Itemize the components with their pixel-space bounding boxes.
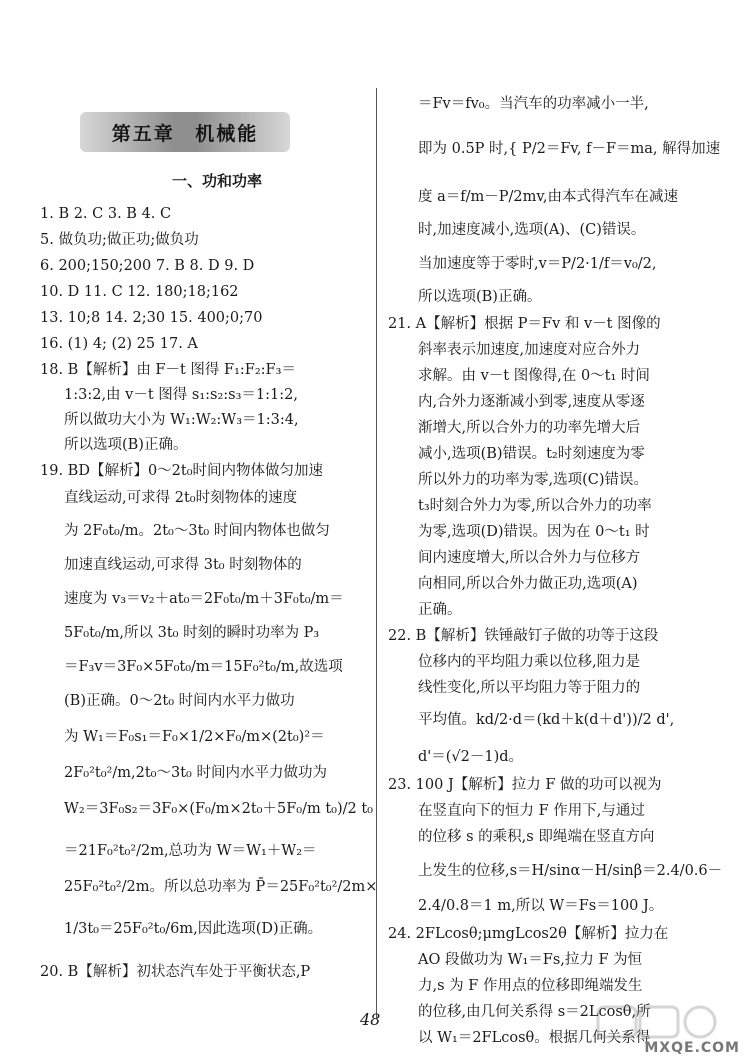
q18-line: 1:3:2,由 v－t 图得 s₁:s₂:s₃＝1:1:2,	[64, 387, 298, 403]
q20-line: 度 a＝f/m－P/2mv,由本式得汽车在减速	[418, 189, 678, 205]
q18-line: 所以做功大小为 W₁:W₂:W₃＝1:3:4,	[64, 412, 299, 428]
watermark-text: MXQE.COM	[644, 1040, 740, 1056]
section-title: 一、功和功率	[172, 172, 263, 190]
q19-line: 加速直线运动,可求得 3t₀ 时刻物体的	[64, 557, 302, 573]
q19-line: W₂＝3F₀s₂＝3F₀×(F₀/m×2t₀＋5F₀/m t₀)/2 t₀	[64, 801, 373, 817]
chapter-title: 第五章 机械能	[111, 122, 259, 145]
q24-line: 以 W₁＝2FLcosθ。根据几何关系得	[418, 1030, 651, 1046]
q21-line: 求解。由 v－t 图像得,在 0～t₁ 时间	[418, 368, 650, 384]
q20-line: 当加速度等于零时,v＝P/2·1/f＝v₀/2,	[418, 256, 657, 272]
q21-line: 21. A【解析】根据 P＝Fv 和 v－t 图像的	[388, 316, 661, 332]
q24-line: 24. 2FLcosθ;μmgLcos2θ【解析】拉力在	[388, 926, 669, 942]
q21-line: 所以外力的功率为零,选项(C)错误。	[418, 472, 649, 488]
q22-line: d'＝(√2－1)d。	[418, 749, 524, 765]
q18-line: 所以选项(B)正确。	[64, 437, 188, 453]
q23-line: 23. 100 J【解析】拉力 F 做的功可以视为	[388, 777, 662, 793]
q24-line: 力,s 为 F 作用点的位移即绳端发生	[418, 978, 643, 994]
q22-line: 位移内的平均阻力乘以位移,阻力是	[418, 654, 641, 670]
q20-line: 时,加速度减小,选项(A)、(C)错误。	[418, 222, 646, 238]
q24-line: AO 段做功为 W₁＝Fs,拉力 F 为恒	[418, 952, 643, 968]
answer-line: 13. 10;8 14. 2;30 15. 400;0;70	[40, 310, 263, 326]
q23-line: 在竖直向下的恒力 F 作用下,与通过	[418, 803, 645, 819]
q23-line: 2.4/0.8＝1 m,所以 W＝Fs＝100 J。	[418, 898, 664, 914]
q22-line: 平均值。kd/2·d＝(kd＋k(d＋d'))/2 d',	[418, 712, 675, 728]
answer-line: 5. 做负功;做正功;做负功	[40, 232, 199, 248]
q18-line: 18. B【解析】由 F－t 图得 F₁:F₂:F₃＝	[40, 362, 296, 378]
q19-line: 为 W₁＝F₀s₁＝F₀×1/2×F₀/m×(2t₀)²＝	[64, 729, 325, 745]
q19-line: 直线运动,可求得 2t₀时刻物体的速度	[64, 490, 298, 506]
answer-line: 10. D 11. C 12. 180;18;162	[40, 284, 239, 300]
q22-line: 线性变化,所以平均阻力等于阻力的	[418, 680, 641, 696]
q19-line: 2F₀²t₀²/m,2t₀～3t₀ 时间内水平力做功为	[64, 765, 327, 781]
q24-line: 的位移,由几何关系得 s＝2Lcosθ,所	[418, 1004, 651, 1020]
q19-line: 5F₀t₀/m,所以 3t₀ 时刻的瞬时功率为 P₃	[64, 625, 320, 641]
q19-line: 25F₀²t₀²/2m。所以总功率为 P̄＝25F₀²t₀²/2m×	[64, 879, 378, 895]
answer-line: 16. (1) 4; (2) 25 17. A	[40, 336, 198, 352]
q21-line: 为零,选项(D)错误。因为在 0～t₁ 时	[418, 524, 650, 540]
q23-line: 的位移 s 的乘积,s 即绳端在竖直方向	[418, 829, 655, 845]
q23-line: 上发生的位移,s＝H/sinα－H/sinβ＝2.4/0.6－	[418, 863, 723, 879]
q19-line: (B)正确。0～2t₀ 时间内水平力做功	[64, 693, 295, 709]
q21-line: 渐增大,所以合外力的功率先增大后	[418, 420, 641, 436]
q19-line: 19. BD【解析】0～2t₀时间内物体做匀加速	[40, 463, 324, 479]
q19-line: 为 2F₀t₀/m。2t₀～3t₀ 时间内物体也做匀	[64, 523, 330, 539]
q22-line: 22. B【解析】铁锤敲钉子做的功等于这段	[388, 628, 659, 644]
q19-line: ＝F₃v＝3F₀×5F₀t₀/m＝15F₀²t₀/m,故选项	[64, 659, 343, 675]
q20-line: 20. B【解析】初状态汽车处于平衡状态,P	[40, 964, 311, 980]
q21-line: 减小,选项(B)错误。t₂时刻速度为零	[418, 446, 645, 462]
q19-line: 1/3t₀＝25F₀²t₀/6m,因此选项(D)正确。	[64, 921, 323, 937]
q20-line: 即为 0.5P 时,{ P/2＝Fv, f－F＝ma, 解得加速	[418, 141, 721, 157]
q21-line: 内,合外力逐渐减小到零,速度从零逐	[418, 394, 645, 410]
chapter-banner	[80, 112, 290, 152]
q21-line: 向相同,所以合外力做正功,选项(A)	[418, 576, 638, 592]
q20-line: ＝Fv＝fv₀。当汽车的功率减小一半,	[418, 96, 649, 112]
q21-line: 正确。	[418, 602, 462, 618]
q21-line: 斜率表示加速度,加速度对应合外力	[418, 342, 641, 358]
q21-line: 间内速度增大,所以合外力与位移方	[418, 550, 641, 566]
answer-line: 6. 200;150;200 7. B 8. D 9. D	[40, 258, 255, 274]
page-number: 48	[360, 1010, 381, 1029]
q21-line: t₃时刻合外力为零,所以合外力的功率	[418, 498, 652, 514]
answer-line: 1. B 2. C 3. B 4. C	[40, 206, 172, 222]
q19-line: ＝21F₀²t₀²/2m,总功为 W＝W₁＋W₂＝	[64, 843, 317, 859]
q19-line: 速度为 v₃＝v₂＋at₀＝2F₀t₀/m＋3F₀t₀/m＝	[64, 591, 344, 607]
q20-line: 所以选项(B)正确。	[418, 289, 542, 305]
